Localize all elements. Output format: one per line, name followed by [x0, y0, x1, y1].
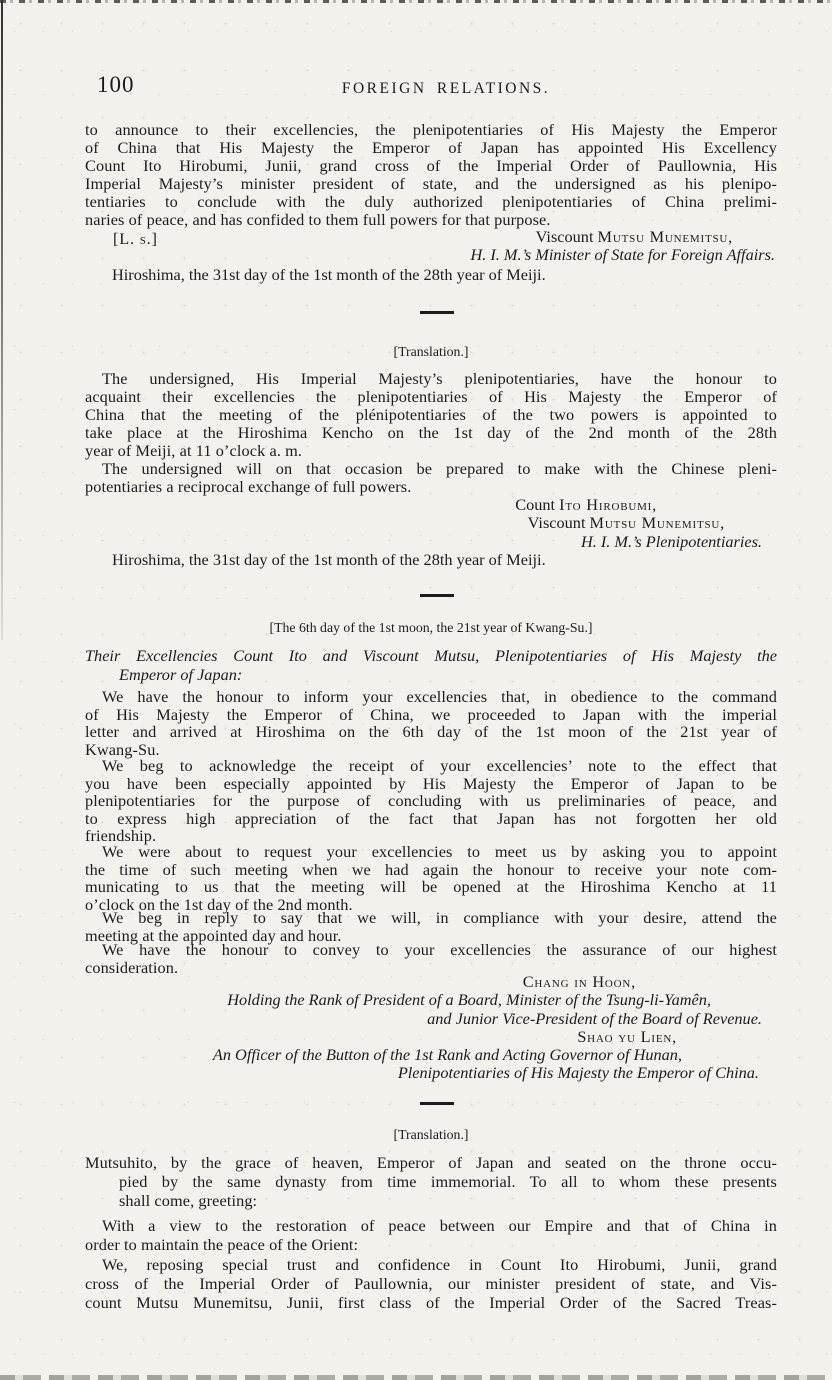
text-line: count Mutsu Munemitsu, Junii, first class of the Imperial Order of the Sacred Treas-	[85, 1293, 777, 1312]
chinese-note-paragraph-4	[85, 909, 777, 944]
text-line: to express high appreciation of the fact that Japan has not forgotten her old	[85, 808, 777, 828]
translation-heading-1: [Translation.]	[393, 344, 469, 359]
scan-edge-top	[0, 0, 832, 3]
text-line: Their Excellencies Count Ito and Viscount Mutsu, Plenipotentiaries of His Majesty the	[85, 646, 777, 665]
text-line: acquaint their excellencies the plenipotentiaries of His Majesty the Emperor of	[85, 387, 777, 406]
text-line: consideration.	[85, 957, 179, 977]
text-line: pied by the same dynasty from time immemorial. To all to whom these presents	[119, 1172, 777, 1191]
translation2-paragraph-1	[85, 1153, 777, 1210]
signatory-smallcaps: Mutsu Munemitsu,	[597, 227, 733, 246]
text-line: cross of the Imperial Order of Paullownia, our minister president of state, and Vis-	[85, 1274, 777, 1293]
signatory-smallcaps: Shao yu Lien,	[577, 1026, 677, 1046]
text-line: order to maintain the peace of the Orient:	[85, 1235, 359, 1254]
translation1-paragraph-1	[85, 370, 777, 460]
page-number: 100	[97, 72, 135, 97]
text-line: of His Majesty the Emperor of China, we proceeded to Japan with the imperial	[85, 704, 777, 724]
signatory-name	[85, 496, 777, 514]
text-line: of China that His Majesty the Emperor of Japan has appointed His Excellency	[85, 138, 777, 157]
translation2-paragraph-3	[85, 1255, 777, 1312]
signatory-name	[85, 514, 777, 532]
text-line: Imperial Majesty’s minister president of state, and the undersigned as his plenipo-	[85, 174, 777, 193]
text-line: shall come, greeting:	[119, 1191, 258, 1210]
signatory-prefix: Viscount	[527, 513, 590, 533]
text-line: municating to us that the meeting will be opened at the Hiroshima Kencho at 11	[85, 877, 777, 897]
signature-block-mutsu	[85, 228, 777, 265]
signatory-title: Plenipotentiaries of His Majesty the Emperor of China.	[397, 1063, 759, 1083]
scan-edge-left	[1, 0, 3, 640]
signatory-title: An Officer of the Button of the 1st Rank and Acting Governor of Hunan,	[212, 1045, 682, 1065]
signatory-prefix: Viscount	[535, 227, 598, 246]
signatory-title: H. I. M.’s Plenipotentiaries.	[580, 531, 762, 551]
translation-heading-2: [Translation.]	[393, 1127, 469, 1142]
text-line: Mutsuhito, by the grace of heaven, Emperor of Japan and seated on the throne occu-	[85, 1153, 777, 1172]
section-divider-2	[420, 594, 454, 597]
signatory-title: H. I. M.’s Minister of State for Foreign Affairs.	[470, 245, 775, 265]
text-line: The undersigned, His Imperial Majesty’s plenipotentiaries, have the honour to	[102, 369, 777, 388]
text-line: year of Meiji, at 11 o’clock a. m.	[85, 441, 303, 460]
text-line: We, reposing special trust and confidence in Count Ito Hirobumi, Junii, grand	[102, 1255, 777, 1274]
text-line: tentiaries to conclude with the duly authorized plenipotentiaries of China prelimi-	[85, 192, 777, 211]
opening-paragraph	[85, 121, 777, 229]
text-line: meeting at the appointed day and hour.	[85, 925, 342, 945]
text-line: to announce to their excellencies, the plenipotentiaries of His Majesty the Emperor	[85, 120, 777, 139]
text-line: letter and arrived at Hiroshima on the 6th day of the 1st moon of the 21st year of	[85, 722, 777, 742]
signature-block-ito-mutsu	[85, 496, 777, 551]
signatory-smallcaps: Mutsu Munemitsu,	[589, 513, 725, 533]
signatory-name	[85, 973, 777, 991]
text-line: you have been especially appointed by His Majesty the Emperor of Japan to be	[85, 773, 777, 793]
text-line: friendship.	[85, 826, 157, 846]
signatory-title: Holding the Rank of President of a Board, Minister of the Tsung-li-Yamên,	[227, 990, 711, 1010]
text-line: The undersigned will on that occasion be prepared to make with the Chinese pleni-	[102, 459, 777, 478]
signatory-prefix: Count	[515, 495, 560, 514]
chinese-note-paragraph-3	[85, 843, 777, 913]
chinese-note-salutation	[85, 646, 777, 684]
section-divider-1	[420, 311, 454, 314]
text-line: We beg to acknowledge the receipt of your excellencies’ note to the effect that	[102, 756, 777, 775]
signatory-title: and Junior Vice-President of the Board of Revenue.	[427, 1008, 762, 1028]
chinese-note-paragraph-2	[85, 757, 777, 845]
signatory-smallcaps: Chang in Hoon,	[522, 972, 636, 991]
text-line: plenipotentiaries for the purpose of concluding with us preliminaries of peace, and	[85, 791, 777, 811]
text-line: We beg in reply to say that we will, in compliance with your desire, attend the	[102, 908, 777, 927]
signatory-name	[85, 1028, 777, 1046]
text-line: take place at the Hiroshima Kencho on the 1st day of the 2nd month of the 28th	[85, 423, 777, 442]
text-line: China that the meeting of the plénipotentiaries of the two powers is appointed to	[85, 405, 777, 424]
dateline-hiroshima-1: Hiroshima, the 31st day of the 1st month of the 28th year of Meiji.	[112, 265, 546, 284]
translation2-paragraph-2	[85, 1216, 777, 1254]
text-line: We have the honour to convey to your excellencies the assurance of our highest	[102, 940, 777, 959]
text-line: Kwang-Su.	[85, 739, 160, 759]
text-line: We have the honour to inform your excellencies that, in obedience to the command	[102, 687, 777, 706]
signature-block-chinese-plenipotentiaries	[85, 973, 777, 1083]
text-line: We were about to request your excellencies to meet us by asking you to appoint	[102, 842, 777, 861]
section-divider-3	[420, 1102, 454, 1105]
text-line: the time of such meeting when we had again the honour to receive your note com-	[85, 859, 777, 879]
signatory-smallcaps: Ito Hirobumi,	[559, 495, 657, 514]
text-line: Count Ito Hirobumi, Junii, grand cross of the Imperial Order of Paullownia, His	[85, 156, 777, 175]
text-line: With a view to the restoration of peace between our Empire and that of China in	[102, 1216, 777, 1235]
chinese-note-paragraph-5	[85, 941, 777, 976]
text-line: potentiaries a reciprocal exchange of full powers.	[85, 477, 412, 496]
seal-text: [L. s.]	[113, 229, 158, 248]
text-line: Emperor of Japan:	[119, 665, 243, 684]
scan-edge-bottom	[0, 1375, 832, 1380]
text-line: o’clock on the 1st day of the 2nd month.	[85, 894, 353, 914]
running-title: FOREIGN RELATIONS.	[341, 80, 551, 97]
dateline-hiroshima-2: Hiroshima, the 31st day of the 1st month of the 28th year of Meiji.	[112, 550, 546, 569]
text-line: naries of peace, and has confided to them full powers for that purpose.	[85, 210, 551, 229]
chinese-note-heading: [The 6th day of the 1st moon, the 21st year of Kwang-Su.]	[269, 620, 593, 635]
chinese-note-paragraph-1	[85, 688, 777, 758]
signatory-name	[85, 228, 777, 246]
translation1-paragraph-2	[85, 460, 777, 496]
